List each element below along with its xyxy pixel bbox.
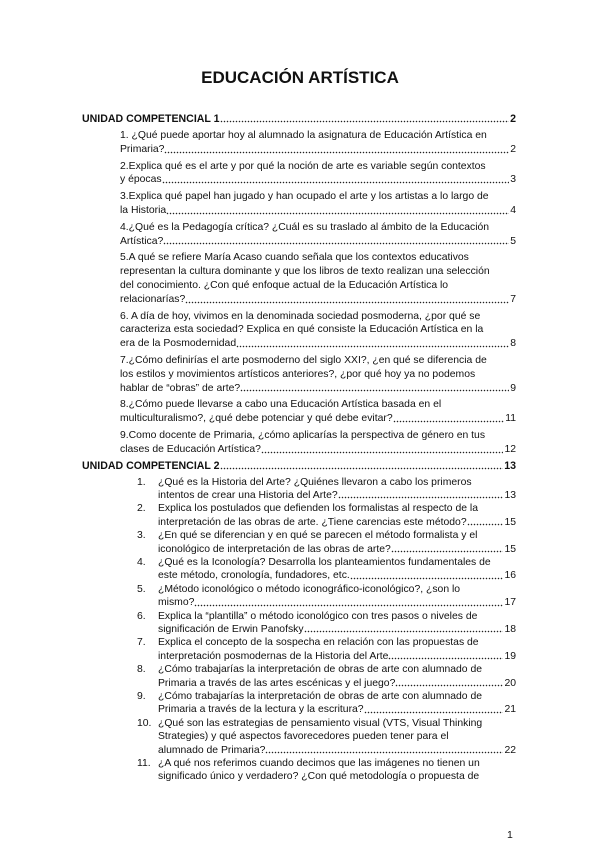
toc-entry[interactable] — [120, 129, 516, 157]
entry-text: Primaria a través de las artes escénicas y el juego? — [158, 677, 396, 689]
entry-body — [158, 757, 516, 784]
table-of-contents — [82, 110, 516, 784]
entry-number: 9. — [137, 691, 146, 703]
entry-line: 1. ¿Qué puede aportar hoy al alumnado la asignatura de Educación Artística en — [120, 130, 487, 141]
entry-line: ¿Qué es la Historia del Arte? ¿Quiénes llevaron a cabo los primeros — [158, 476, 472, 488]
dot-leader — [194, 597, 503, 607]
dot-leader — [364, 704, 504, 714]
entry-line — [120, 143, 516, 157]
entry-number: 8. — [137, 664, 146, 676]
entry-page-number: 19 — [504, 650, 516, 662]
entry-page-number: 15 — [504, 543, 516, 555]
entry-line: caracteriza esta sociedad? Explica en qué consiste la Educación Artística en la — [120, 324, 484, 336]
dot-leader — [166, 205, 509, 215]
entry-text: clases de Educación Artística? — [120, 443, 261, 455]
toc-entry[interactable] — [120, 429, 516, 457]
entry-line: ¿Qué son las estrategias de pensamiento visual (VTS, Visual Thinking — [158, 717, 483, 729]
toc-entry[interactable] — [120, 354, 516, 395]
entry-text: hablar de “obras” de arte? — [120, 382, 241, 394]
unit-heading-text: UNIDAD COMPETENCIAL 1 — [82, 113, 220, 125]
entry-text: interpretación de las obras de arte. ¿Tiene carencias este método? — [158, 516, 467, 528]
entry-line: Strategies) y qué aspectos favorecedores pueden tener para el — [158, 731, 449, 743]
page-number: 1 — [507, 829, 513, 841]
dot-leader — [164, 144, 509, 154]
entry-page-number: 20 — [504, 677, 516, 689]
entry-text: era de la Posmodernidad — [120, 338, 237, 350]
dot-leader — [350, 570, 504, 580]
entry-body — [158, 610, 516, 637]
entry-line: los estilos y movimientos artísticos anteriores?, ¿por qué hoy ya no podemos — [120, 368, 476, 380]
entry-line: 5.A qué se refiere María Acaso cuando señala que los contextos educativos — [120, 252, 469, 264]
entry-body — [158, 476, 516, 503]
entry-number: 3. — [137, 530, 146, 542]
entry-line — [158, 744, 516, 757]
dot-leader — [236, 338, 509, 348]
entry-body — [158, 556, 516, 583]
entry-page-number: 11 — [505, 413, 516, 425]
entry-text: Primaria? — [120, 143, 165, 155]
entry-page-number: 5 — [510, 235, 516, 247]
entry-body — [158, 502, 516, 529]
entry-text: mismo? — [158, 597, 195, 609]
entry-line — [120, 382, 516, 396]
entry-line — [120, 412, 516, 426]
dot-leader — [162, 174, 510, 184]
entry-page-number: 13 — [504, 489, 516, 501]
entry-number: 11. — [137, 758, 151, 770]
dot-leader — [163, 235, 509, 245]
toc-entry[interactable] — [120, 251, 516, 306]
toc-entry[interactable] — [137, 556, 516, 583]
entry-page-number: 8 — [510, 338, 516, 350]
toc-entry[interactable] — [120, 398, 516, 426]
entry-line: 7.¿Cómo definirías el arte posmoderno del siglo XXI?, ¿en qué se diferencia de — [120, 354, 487, 366]
toc-entry[interactable] — [137, 583, 516, 610]
toc-entry[interactable] — [137, 757, 516, 784]
entry-line — [120, 204, 516, 218]
entry-text: iconológico de interpretación de las obras de arte? — [158, 543, 391, 555]
dot-leader — [265, 744, 503, 754]
entry-line — [158, 569, 516, 582]
entry-line — [158, 623, 516, 636]
entry-page-number: 4 — [510, 204, 516, 216]
toc-entry[interactable] — [137, 636, 516, 663]
entry-line: ¿Cómo trabajarías la interpretación de obras de arte con alumnado de — [158, 691, 483, 703]
toc-entry[interactable] — [120, 310, 516, 351]
entry-line — [158, 516, 516, 529]
entry-line: 4.¿Qué es la Pedagogía crítica? ¿Cuál es su traslado al ámbito de la Educación — [120, 221, 490, 233]
entry-line: 3.Explica qué papel han jugado y han ocupado el arte y los artistas a lo largo de — [120, 191, 489, 203]
dot-leader — [391, 543, 504, 553]
toc-entry[interactable] — [137, 502, 516, 529]
entry-text: y épocas — [120, 174, 162, 186]
entry-line: representan la cultura dominante y que los libros de texto realizan una selección — [120, 266, 490, 278]
entry-line — [158, 489, 516, 502]
entry-body — [158, 690, 516, 717]
toc-entry[interactable] — [120, 221, 516, 249]
dot-leader — [338, 489, 504, 499]
entry-number: 7. — [137, 637, 146, 649]
entry-line: 2.Explica qué es el arte y por qué la noción de arte es variable según contextos — [120, 160, 486, 172]
entry-line: 8.¿Cómo puede llevarse a cabo una Educación Artística basada en el — [120, 399, 442, 411]
toc-unit-heading[interactable] — [82, 459, 516, 473]
entry-page-number: 22 — [504, 744, 516, 756]
dot-leader — [304, 623, 504, 633]
entry-line — [120, 173, 516, 187]
entry-line: Explica los postulados que defienden los formalistas al respecto de la — [158, 503, 478, 515]
entry-text: relacionarías? — [120, 293, 186, 305]
entry-line: ¿En qué se diferencian y en qué se parecen el método formalista y el — [158, 530, 478, 542]
entry-line — [120, 443, 516, 457]
entry-line: ¿Cómo trabajarías la interpretación de obras de arte con alumnado de — [158, 664, 483, 676]
dot-leader — [467, 516, 504, 526]
toc-entry[interactable] — [120, 160, 516, 188]
entry-page-number: 12 — [504, 443, 516, 455]
entry-number: 4. — [137, 556, 146, 568]
entry-text: Primaria a través de la lectura y la escritura? — [158, 704, 364, 716]
entry-page-number: 17 — [504, 597, 516, 609]
entry-line: 6. A día de hoy, vivimos en la denominada sociedad posmoderna, ¿por qué se — [120, 310, 481, 322]
toc-entry[interactable] — [120, 190, 516, 218]
entry-text: significación de Erwin Panofsky — [158, 624, 304, 635]
entry-page-number: 7 — [510, 293, 516, 305]
entry-body — [158, 583, 516, 610]
entry-line: significado único y verdadero? ¿Con qué metodología o propuesta de — [158, 771, 480, 783]
entry-text: interpretación posmodernas de la Historia del Arte — [158, 650, 389, 662]
entry-number: 1. — [137, 476, 146, 488]
entry-page-number: 18 — [504, 624, 516, 635]
entry-line — [158, 650, 516, 663]
entry-line: del conocimiento. ¿Con qué enfoque actual de la Educación Artística lo — [120, 279, 449, 291]
entry-body — [158, 636, 516, 663]
entry-number: 2. — [137, 503, 146, 515]
entry-text: intentos de crear una Historia del Arte? — [158, 489, 338, 501]
dot-leader — [185, 294, 509, 304]
entry-text: multiculturalismo?, ¿qué debe potenciar y qué debe evitar? — [120, 413, 393, 425]
dot-leader — [388, 650, 503, 660]
dot-leader — [220, 113, 510, 123]
entry-text: este método, cronología, fundadores, etc. — [158, 570, 350, 582]
entry-line — [120, 235, 516, 249]
dot-leader — [395, 677, 503, 687]
toc-entry[interactable] — [137, 663, 516, 690]
entry-page-number: 3 — [510, 174, 516, 186]
entry-line — [158, 596, 516, 609]
toc-entry[interactable] — [137, 610, 516, 637]
entry-body — [158, 529, 516, 556]
entry-body — [158, 663, 516, 690]
unit-page-number: 2 — [510, 113, 516, 125]
toc-entry[interactable] — [137, 717, 516, 757]
entry-line: 9.Como docente de Primaria, ¿cómo aplicarías la perspectiva de género en tus — [120, 429, 486, 441]
entry-line — [158, 543, 516, 556]
entry-line: Explica la “plantilla” o método iconológico con tres pasos o niveles de — [158, 610, 478, 622]
toc-entry[interactable] — [137, 476, 516, 503]
entry-line: Explica el concepto de la sospecha en relación con las propuestas de — [158, 637, 479, 649]
dot-leader — [393, 413, 505, 423]
entry-number: 6. — [137, 610, 146, 622]
entry-body — [158, 717, 516, 757]
entry-page-number: 2 — [510, 143, 516, 155]
unit-heading-text: UNIDAD COMPETENCIAL 2 — [82, 459, 220, 472]
entry-text: alumnado de Primaria? — [158, 744, 266, 756]
unit-page-number: 13 — [504, 459, 516, 472]
entry-line — [158, 677, 516, 690]
entry-number: 10. — [137, 717, 152, 729]
entry-line: ¿A qué nos referimos cuando decimos que las imágenes no tienen un — [158, 758, 480, 770]
entry-page-number: 9 — [510, 382, 516, 394]
entry-page-number: 15 — [504, 516, 516, 528]
entry-line — [120, 337, 516, 351]
entry-text: Artística? — [120, 235, 164, 247]
toc-entry[interactable] — [137, 690, 516, 717]
toc-entry[interactable] — [137, 529, 516, 556]
dot-leader — [220, 460, 504, 470]
toc-unit-heading[interactable] — [82, 112, 516, 126]
entry-page-number: 16 — [504, 570, 516, 582]
entry-line: ¿Método iconológico o método iconográfico-iconológico?, ¿son lo — [158, 583, 461, 595]
dot-leader — [261, 444, 504, 454]
entry-number: 5. — [137, 583, 146, 595]
dot-leader — [240, 382, 509, 392]
entry-page-number: 21 — [504, 704, 516, 716]
entry-text: la Historia — [120, 204, 167, 216]
entry-line — [120, 293, 516, 307]
document-title: EDUCACIÓN ARTÍSTICA — [201, 68, 399, 87]
entry-line: ¿Qué es la Iconología? Desarrolla los planteamientos fundamentales de — [158, 556, 491, 568]
entry-line — [158, 703, 516, 716]
